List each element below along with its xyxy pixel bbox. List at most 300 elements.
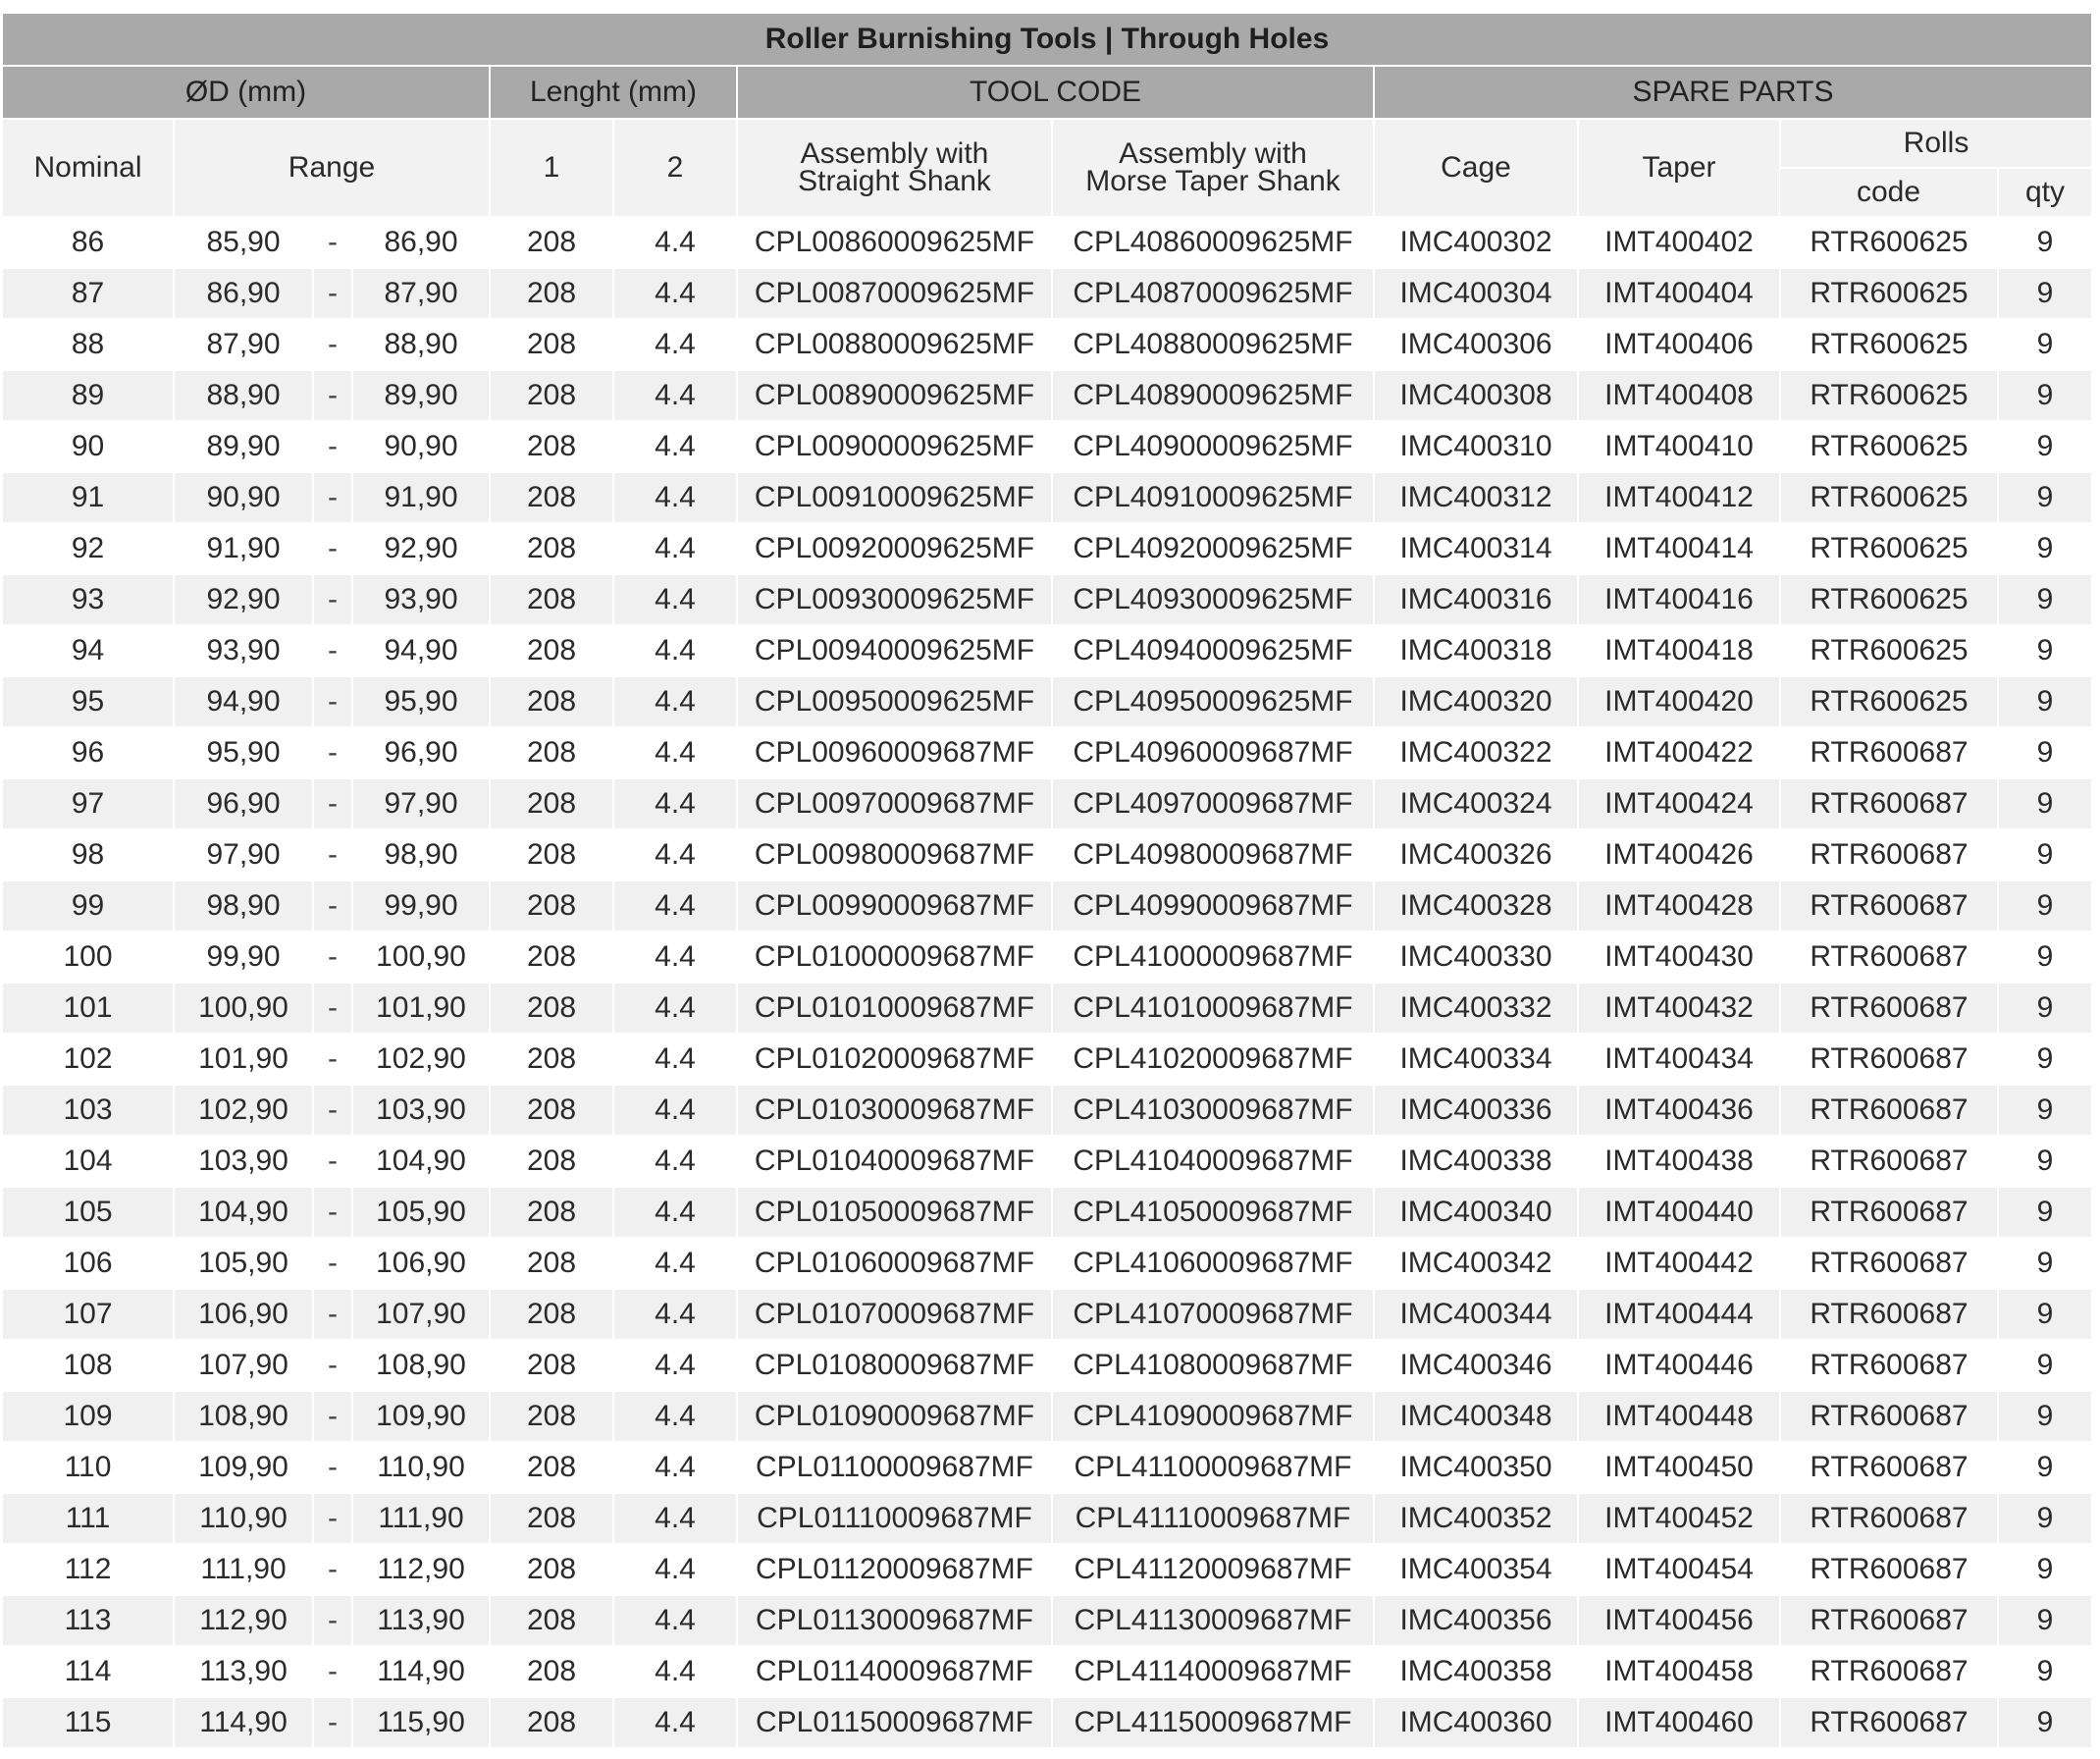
cell-nominal: 102 xyxy=(3,1034,174,1085)
cell-range-max: 94,90 xyxy=(352,625,490,676)
table-row xyxy=(3,1544,2091,1595)
cell-straight-shank-code: CPL01010009687MF xyxy=(737,983,1052,1034)
cell-range-min: 109,90 xyxy=(174,1442,313,1493)
header-morse-shank xyxy=(1052,119,1374,217)
cell-length-1: 208 xyxy=(490,1289,613,1340)
cell-morse-shank-code: CPL41110009687MF xyxy=(1052,1493,1374,1544)
table-row xyxy=(3,1136,2091,1187)
cell-nominal: 105 xyxy=(3,1187,174,1238)
cell-range-max: 92,90 xyxy=(352,523,490,574)
cell-morse-shank-code: CPL40990009687MF xyxy=(1052,880,1374,932)
table-row xyxy=(3,1493,2091,1544)
cell-taper-code: IMT400408 xyxy=(1578,370,1780,421)
table-row xyxy=(3,1646,2091,1697)
cell-rolls-code: RTR600625 xyxy=(1780,421,1998,472)
cell-range-max: 95,90 xyxy=(352,676,490,727)
cell-straight-shank-code: CPL01040009687MF xyxy=(737,1136,1052,1187)
cell-length-2: 4.4 xyxy=(613,421,737,472)
cell-length-1: 208 xyxy=(490,1544,613,1595)
cell-range-min: 104,90 xyxy=(174,1187,313,1238)
table-row xyxy=(3,676,2091,727)
cell-morse-shank-code: CPL40970009687MF xyxy=(1052,778,1374,829)
cell-range-dash: - xyxy=(313,880,352,932)
header-taper: Taper xyxy=(1578,119,1780,217)
cell-cage-code: IMC400338 xyxy=(1374,1136,1578,1187)
cell-length-1: 208 xyxy=(490,268,613,319)
header-rolls-qty: qty xyxy=(1998,168,2091,217)
cell-morse-shank-code: CPL40940009625MF xyxy=(1052,625,1374,676)
cell-nominal: 88 xyxy=(3,319,174,370)
cell-taper-code: IMT400446 xyxy=(1578,1340,1780,1391)
cell-morse-shank-code: CPL40890009625MF xyxy=(1052,370,1374,421)
cell-nominal: 111 xyxy=(3,1493,174,1544)
cell-length-2: 4.4 xyxy=(613,268,737,319)
cell-length-2: 4.4 xyxy=(613,1034,737,1085)
table-row xyxy=(3,932,2091,983)
cell-cage-code: IMC400320 xyxy=(1374,676,1578,727)
table-row xyxy=(3,268,2091,319)
cell-range-min: 102,90 xyxy=(174,1085,313,1136)
header-nominal: Nominal xyxy=(3,119,174,217)
cell-length-1: 208 xyxy=(490,829,613,880)
cell-taper-code: IMT400458 xyxy=(1578,1646,1780,1697)
cell-taper-code: IMT400402 xyxy=(1578,217,1780,268)
cell-length-2: 4.4 xyxy=(613,472,737,523)
cell-cage-code: IMC400352 xyxy=(1374,1493,1578,1544)
table-row xyxy=(3,1595,2091,1646)
cell-rolls-code: RTR600625 xyxy=(1780,676,1998,727)
cell-length-2: 4.4 xyxy=(613,829,737,880)
cell-length-1: 208 xyxy=(490,370,613,421)
cell-rolls-qty: 9 xyxy=(1998,1136,2091,1187)
header-rolls-code: code xyxy=(1780,168,1998,217)
cell-taper-code: IMT400440 xyxy=(1578,1187,1780,1238)
cell-range-min: 93,90 xyxy=(174,625,313,676)
cell-cage-code: IMC400354 xyxy=(1374,1544,1578,1595)
cell-range-min: 94,90 xyxy=(174,676,313,727)
cell-length-1: 208 xyxy=(490,983,613,1034)
cell-straight-shank-code: CPL00900009625MF xyxy=(737,421,1052,472)
cell-length-1: 208 xyxy=(490,1442,613,1493)
cell-nominal: 96 xyxy=(3,727,174,778)
cell-nominal: 115 xyxy=(3,1697,174,1747)
cell-rolls-qty: 9 xyxy=(1998,1340,2091,1391)
cell-length-1: 208 xyxy=(490,1493,613,1544)
cell-range-min: 97,90 xyxy=(174,829,313,880)
cell-straight-shank-code: CPL01070009687MF xyxy=(737,1289,1052,1340)
cell-range-max: 86,90 xyxy=(352,217,490,268)
table-title: Roller Burnishing Tools | Through Holes xyxy=(3,14,2091,66)
cell-range-min: 110,90 xyxy=(174,1493,313,1544)
cell-cage-code: IMC400328 xyxy=(1374,880,1578,932)
cell-morse-shank-code: CPL40900009625MF xyxy=(1052,421,1374,472)
cell-nominal: 99 xyxy=(3,880,174,932)
header-morse-shank-line2: Morse Taper Shank xyxy=(1085,165,1340,197)
cell-range-min: 90,90 xyxy=(174,472,313,523)
cell-length-2: 4.4 xyxy=(613,574,737,625)
header-length-2: 2 xyxy=(613,119,737,217)
cell-rolls-code: RTR600625 xyxy=(1780,625,1998,676)
cell-rolls-code: RTR600687 xyxy=(1780,932,1998,983)
cell-range-dash: - xyxy=(313,1391,352,1442)
cell-straight-shank-code: CPL01130009687MF xyxy=(737,1595,1052,1646)
cell-range-dash: - xyxy=(313,1289,352,1340)
cell-range-max: 105,90 xyxy=(352,1187,490,1238)
cell-length-1: 208 xyxy=(490,1136,613,1187)
cell-length-1: 208 xyxy=(490,319,613,370)
cell-length-2: 4.4 xyxy=(613,1646,737,1697)
cell-rolls-code: RTR600625 xyxy=(1780,217,1998,268)
cell-rolls-qty: 9 xyxy=(1998,1085,2091,1136)
cell-cage-code: IMC400302 xyxy=(1374,217,1578,268)
cell-range-min: 86,90 xyxy=(174,268,313,319)
cell-taper-code: IMT400450 xyxy=(1578,1442,1780,1493)
cell-straight-shank-code: CPL01100009687MF xyxy=(737,1442,1052,1493)
cell-range-min: 113,90 xyxy=(174,1646,313,1697)
cell-rolls-code: RTR600625 xyxy=(1780,268,1998,319)
cell-nominal: 89 xyxy=(3,370,174,421)
cell-range-dash: - xyxy=(313,727,352,778)
cell-range-min: 100,90 xyxy=(174,983,313,1034)
cell-range-max: 112,90 xyxy=(352,1544,490,1595)
cell-length-2: 4.4 xyxy=(613,1136,737,1187)
cell-range-min: 92,90 xyxy=(174,574,313,625)
cell-range-max: 102,90 xyxy=(352,1034,490,1085)
cell-range-dash: - xyxy=(313,370,352,421)
cell-range-min: 89,90 xyxy=(174,421,313,472)
cell-straight-shank-code: CPL00860009625MF xyxy=(737,217,1052,268)
cell-length-1: 208 xyxy=(490,1646,613,1697)
cell-length-1: 208 xyxy=(490,1085,613,1136)
cell-morse-shank-code: CPL40980009687MF xyxy=(1052,829,1374,880)
cell-nominal: 97 xyxy=(3,778,174,829)
cell-nominal: 98 xyxy=(3,829,174,880)
cell-morse-shank-code: CPL40910009625MF xyxy=(1052,472,1374,523)
cell-length-1: 208 xyxy=(490,1595,613,1646)
cell-morse-shank-code: CPL41120009687MF xyxy=(1052,1544,1374,1595)
cell-range-max: 113,90 xyxy=(352,1595,490,1646)
cell-rolls-qty: 9 xyxy=(1998,1034,2091,1085)
cell-length-2: 4.4 xyxy=(613,1493,737,1544)
cell-length-2: 4.4 xyxy=(613,1544,737,1595)
cell-range-dash: - xyxy=(313,523,352,574)
cell-length-1: 208 xyxy=(490,472,613,523)
table-row xyxy=(3,829,2091,880)
cell-morse-shank-code: CPL41020009687MF xyxy=(1052,1034,1374,1085)
cell-taper-code: IMT400404 xyxy=(1578,268,1780,319)
cell-morse-shank-code: CPL41090009687MF xyxy=(1052,1391,1374,1442)
cell-range-dash: - xyxy=(313,268,352,319)
cell-nominal: 91 xyxy=(3,472,174,523)
cell-rolls-code: RTR600687 xyxy=(1780,1289,1998,1340)
cell-nominal: 87 xyxy=(3,268,174,319)
cell-taper-code: IMT400456 xyxy=(1578,1595,1780,1646)
cell-straight-shank-code: CPL00890009625MF xyxy=(737,370,1052,421)
header-straight-shank xyxy=(737,119,1052,217)
cell-rolls-code: RTR600625 xyxy=(1780,319,1998,370)
table-row xyxy=(3,319,2091,370)
cell-nominal: 92 xyxy=(3,523,174,574)
cell-straight-shank-code: CPL01140009687MF xyxy=(737,1646,1052,1697)
cell-taper-code: IMT400444 xyxy=(1578,1289,1780,1340)
table-row xyxy=(3,880,2091,932)
cell-rolls-code: RTR600687 xyxy=(1780,1340,1998,1391)
table-row xyxy=(3,625,2091,676)
table-row xyxy=(3,1697,2091,1747)
cell-range-max: 103,90 xyxy=(352,1085,490,1136)
cell-length-2: 4.4 xyxy=(613,1289,737,1340)
cell-nominal: 107 xyxy=(3,1289,174,1340)
cell-length-1: 208 xyxy=(490,523,613,574)
cell-range-dash: - xyxy=(313,625,352,676)
cell-straight-shank-code: CPL01080009687MF xyxy=(737,1340,1052,1391)
header-diameter: ØD (mm) xyxy=(3,66,490,119)
cell-length-2: 4.4 xyxy=(613,1391,737,1442)
header-length-1: 1 xyxy=(490,119,613,217)
cell-length-2: 4.4 xyxy=(613,1340,737,1391)
cell-taper-code: IMT400420 xyxy=(1578,676,1780,727)
cell-length-1: 208 xyxy=(490,625,613,676)
cell-rolls-qty: 9 xyxy=(1998,880,2091,932)
cell-rolls-qty: 9 xyxy=(1998,676,2091,727)
cell-rolls-qty: 9 xyxy=(1998,727,2091,778)
cell-range-dash: - xyxy=(313,1493,352,1544)
cell-rolls-code: RTR600687 xyxy=(1780,1442,1998,1493)
cell-range-dash: - xyxy=(313,1238,352,1289)
table-row xyxy=(3,1391,2091,1442)
cell-rolls-qty: 9 xyxy=(1998,1391,2091,1442)
cell-length-1: 208 xyxy=(490,1391,613,1442)
cell-rolls-qty: 9 xyxy=(1998,1238,2091,1289)
cell-rolls-code: RTR600687 xyxy=(1780,1595,1998,1646)
cell-range-min: 98,90 xyxy=(174,880,313,932)
cell-morse-shank-code: CPL40870009625MF xyxy=(1052,268,1374,319)
cell-cage-code: IMC400312 xyxy=(1374,472,1578,523)
cell-rolls-code: RTR600625 xyxy=(1780,370,1998,421)
cell-morse-shank-code: CPL40960009687MF xyxy=(1052,727,1374,778)
cell-length-2: 4.4 xyxy=(613,727,737,778)
cell-rolls-qty: 9 xyxy=(1998,574,2091,625)
cell-length-2: 4.4 xyxy=(613,217,737,268)
cell-range-dash: - xyxy=(313,1442,352,1493)
cell-range-dash: - xyxy=(313,574,352,625)
cell-length-1: 208 xyxy=(490,1697,613,1747)
cell-range-min: 114,90 xyxy=(174,1697,313,1747)
cell-range-dash: - xyxy=(313,1187,352,1238)
cell-rolls-qty: 9 xyxy=(1998,1697,2091,1747)
cell-morse-shank-code: CPL41060009687MF xyxy=(1052,1238,1374,1289)
cell-straight-shank-code: CPL00920009625MF xyxy=(737,523,1052,574)
cell-straight-shank-code: CPL00930009625MF xyxy=(737,574,1052,625)
cell-range-max: 98,90 xyxy=(352,829,490,880)
cell-range-min: 112,90 xyxy=(174,1595,313,1646)
cell-range-dash: - xyxy=(313,319,352,370)
cell-rolls-code: RTR600687 xyxy=(1780,778,1998,829)
cell-range-min: 111,90 xyxy=(174,1544,313,1595)
cell-range-max: 90,90 xyxy=(352,421,490,472)
table-row xyxy=(3,523,2091,574)
cell-taper-code: IMT400416 xyxy=(1578,574,1780,625)
cell-morse-shank-code: CPL41100009687MF xyxy=(1052,1442,1374,1493)
cell-taper-code: IMT400426 xyxy=(1578,829,1780,880)
table-row xyxy=(3,1289,2091,1340)
cell-length-1: 208 xyxy=(490,1187,613,1238)
cell-range-dash: - xyxy=(313,1136,352,1187)
cell-taper-code: IMT400454 xyxy=(1578,1544,1780,1595)
cell-range-dash: - xyxy=(313,676,352,727)
cell-rolls-qty: 9 xyxy=(1998,778,2091,829)
cell-rolls-qty: 9 xyxy=(1998,370,2091,421)
cell-rolls-code: RTR600625 xyxy=(1780,472,1998,523)
cell-length-1: 208 xyxy=(490,880,613,932)
roller-burnishing-table xyxy=(3,14,2091,1747)
cell-morse-shank-code: CPL41030009687MF xyxy=(1052,1085,1374,1136)
cell-rolls-code: RTR600625 xyxy=(1780,523,1998,574)
cell-taper-code: IMT400448 xyxy=(1578,1391,1780,1442)
cell-length-1: 208 xyxy=(490,421,613,472)
cell-range-max: 93,90 xyxy=(352,574,490,625)
cell-cage-code: IMC400336 xyxy=(1374,1085,1578,1136)
cell-nominal: 86 xyxy=(3,217,174,268)
cell-length-2: 4.4 xyxy=(613,1595,737,1646)
cell-cage-code: IMC400358 xyxy=(1374,1646,1578,1697)
cell-length-1: 208 xyxy=(490,1238,613,1289)
cell-range-max: 104,90 xyxy=(352,1136,490,1187)
cell-range-max: 101,90 xyxy=(352,983,490,1034)
cell-taper-code: IMT400412 xyxy=(1578,472,1780,523)
cell-straight-shank-code: CPL00970009687MF xyxy=(737,778,1052,829)
cell-taper-code: IMT400406 xyxy=(1578,319,1780,370)
cell-straight-shank-code: CPL01090009687MF xyxy=(737,1391,1052,1442)
table-row xyxy=(3,1238,2091,1289)
cell-range-max: 110,90 xyxy=(352,1442,490,1493)
cell-range-dash: - xyxy=(313,829,352,880)
table-row xyxy=(3,1187,2091,1238)
cell-range-max: 97,90 xyxy=(352,778,490,829)
header-rolls: Rolls xyxy=(1780,119,2091,168)
cell-range-min: 87,90 xyxy=(174,319,313,370)
cell-length-2: 4.4 xyxy=(613,932,737,983)
cell-rolls-code: RTR600687 xyxy=(1780,727,1998,778)
cell-morse-shank-code: CPL40880009625MF xyxy=(1052,319,1374,370)
cell-rolls-code: RTR600625 xyxy=(1780,574,1998,625)
cell-morse-shank-code: CPL41010009687MF xyxy=(1052,983,1374,1034)
cell-morse-shank-code: CPL41070009687MF xyxy=(1052,1289,1374,1340)
cell-range-max: 96,90 xyxy=(352,727,490,778)
cell-taper-code: IMT400414 xyxy=(1578,523,1780,574)
cell-length-2: 4.4 xyxy=(613,523,737,574)
cell-range-dash: - xyxy=(313,1697,352,1747)
cell-range-max: 114,90 xyxy=(352,1646,490,1697)
cell-nominal: 104 xyxy=(3,1136,174,1187)
cell-length-2: 4.4 xyxy=(613,625,737,676)
header-straight-shank-line1: Assembly with xyxy=(800,137,989,170)
cell-straight-shank-code: CPL00940009625MF xyxy=(737,625,1052,676)
cell-cage-code: IMC400348 xyxy=(1374,1391,1578,1442)
cell-range-max: 115,90 xyxy=(352,1697,490,1747)
cell-range-min: 85,90 xyxy=(174,217,313,268)
cell-nominal: 90 xyxy=(3,421,174,472)
cell-nominal: 95 xyxy=(3,676,174,727)
cell-rolls-code: RTR600687 xyxy=(1780,1238,1998,1289)
cell-cage-code: IMC400316 xyxy=(1374,574,1578,625)
cell-range-min: 108,90 xyxy=(174,1391,313,1442)
table-row xyxy=(3,983,2091,1034)
cell-rolls-code: RTR600687 xyxy=(1780,1493,1998,1544)
cell-rolls-qty: 9 xyxy=(1998,421,2091,472)
cell-range-dash: - xyxy=(313,1646,352,1697)
cell-range-min: 99,90 xyxy=(174,932,313,983)
cell-rolls-code: RTR600687 xyxy=(1780,1136,1998,1187)
cell-nominal: 93 xyxy=(3,574,174,625)
table-row xyxy=(3,472,2091,523)
cell-length-2: 4.4 xyxy=(613,983,737,1034)
cell-cage-code: IMC400346 xyxy=(1374,1340,1578,1391)
cell-nominal: 114 xyxy=(3,1646,174,1697)
cell-cage-code: IMC400356 xyxy=(1374,1595,1578,1646)
table-row xyxy=(3,1034,2091,1085)
cell-range-dash: - xyxy=(313,932,352,983)
cell-taper-code: IMT400428 xyxy=(1578,880,1780,932)
cell-straight-shank-code: CPL01050009687MF xyxy=(737,1187,1052,1238)
cell-morse-shank-code: CPL40920009625MF xyxy=(1052,523,1374,574)
cell-morse-shank-code: CPL41130009687MF xyxy=(1052,1595,1374,1646)
cell-rolls-code: RTR600687 xyxy=(1780,1034,1998,1085)
cell-taper-code: IMT400436 xyxy=(1578,1085,1780,1136)
cell-cage-code: IMC400332 xyxy=(1374,983,1578,1034)
cell-range-min: 95,90 xyxy=(174,727,313,778)
header-cage: Cage xyxy=(1374,119,1578,217)
table-row xyxy=(3,370,2091,421)
header-range: Range xyxy=(174,119,490,217)
cell-nominal: 94 xyxy=(3,625,174,676)
cell-length-1: 208 xyxy=(490,217,613,268)
cell-taper-code: IMT400452 xyxy=(1578,1493,1780,1544)
cell-morse-shank-code: CPL41140009687MF xyxy=(1052,1646,1374,1697)
cell-straight-shank-code: CPL01030009687MF xyxy=(737,1085,1052,1136)
cell-taper-code: IMT400430 xyxy=(1578,932,1780,983)
table-row xyxy=(3,421,2091,472)
cell-cage-code: IMC400324 xyxy=(1374,778,1578,829)
cell-range-max: 111,90 xyxy=(352,1493,490,1544)
cell-length-2: 4.4 xyxy=(613,778,737,829)
cell-length-2: 4.4 xyxy=(613,1442,737,1493)
cell-length-2: 4.4 xyxy=(613,1238,737,1289)
cell-cage-code: IMC400334 xyxy=(1374,1034,1578,1085)
cell-nominal: 110 xyxy=(3,1442,174,1493)
cell-cage-code: IMC400318 xyxy=(1374,625,1578,676)
cell-straight-shank-code: CPL01020009687MF xyxy=(737,1034,1052,1085)
cell-length-2: 4.4 xyxy=(613,676,737,727)
cell-nominal: 109 xyxy=(3,1391,174,1442)
cell-taper-code: IMT400424 xyxy=(1578,778,1780,829)
cell-nominal: 108 xyxy=(3,1340,174,1391)
cell-rolls-code: RTR600687 xyxy=(1780,983,1998,1034)
cell-rolls-code: RTR600687 xyxy=(1780,1187,1998,1238)
cell-rolls-qty: 9 xyxy=(1998,932,2091,983)
cell-cage-code: IMC400314 xyxy=(1374,523,1578,574)
cell-taper-code: IMT400434 xyxy=(1578,1034,1780,1085)
cell-length-2: 4.4 xyxy=(613,880,737,932)
cell-nominal: 100 xyxy=(3,932,174,983)
cell-range-max: 107,90 xyxy=(352,1289,490,1340)
cell-rolls-code: RTR600687 xyxy=(1780,1085,1998,1136)
cell-rolls-qty: 9 xyxy=(1998,1187,2091,1238)
cell-morse-shank-code: CPL41150009687MF xyxy=(1052,1697,1374,1747)
cell-cage-code: IMC400350 xyxy=(1374,1442,1578,1493)
cell-rolls-qty: 9 xyxy=(1998,268,2091,319)
cell-range-min: 107,90 xyxy=(174,1340,313,1391)
